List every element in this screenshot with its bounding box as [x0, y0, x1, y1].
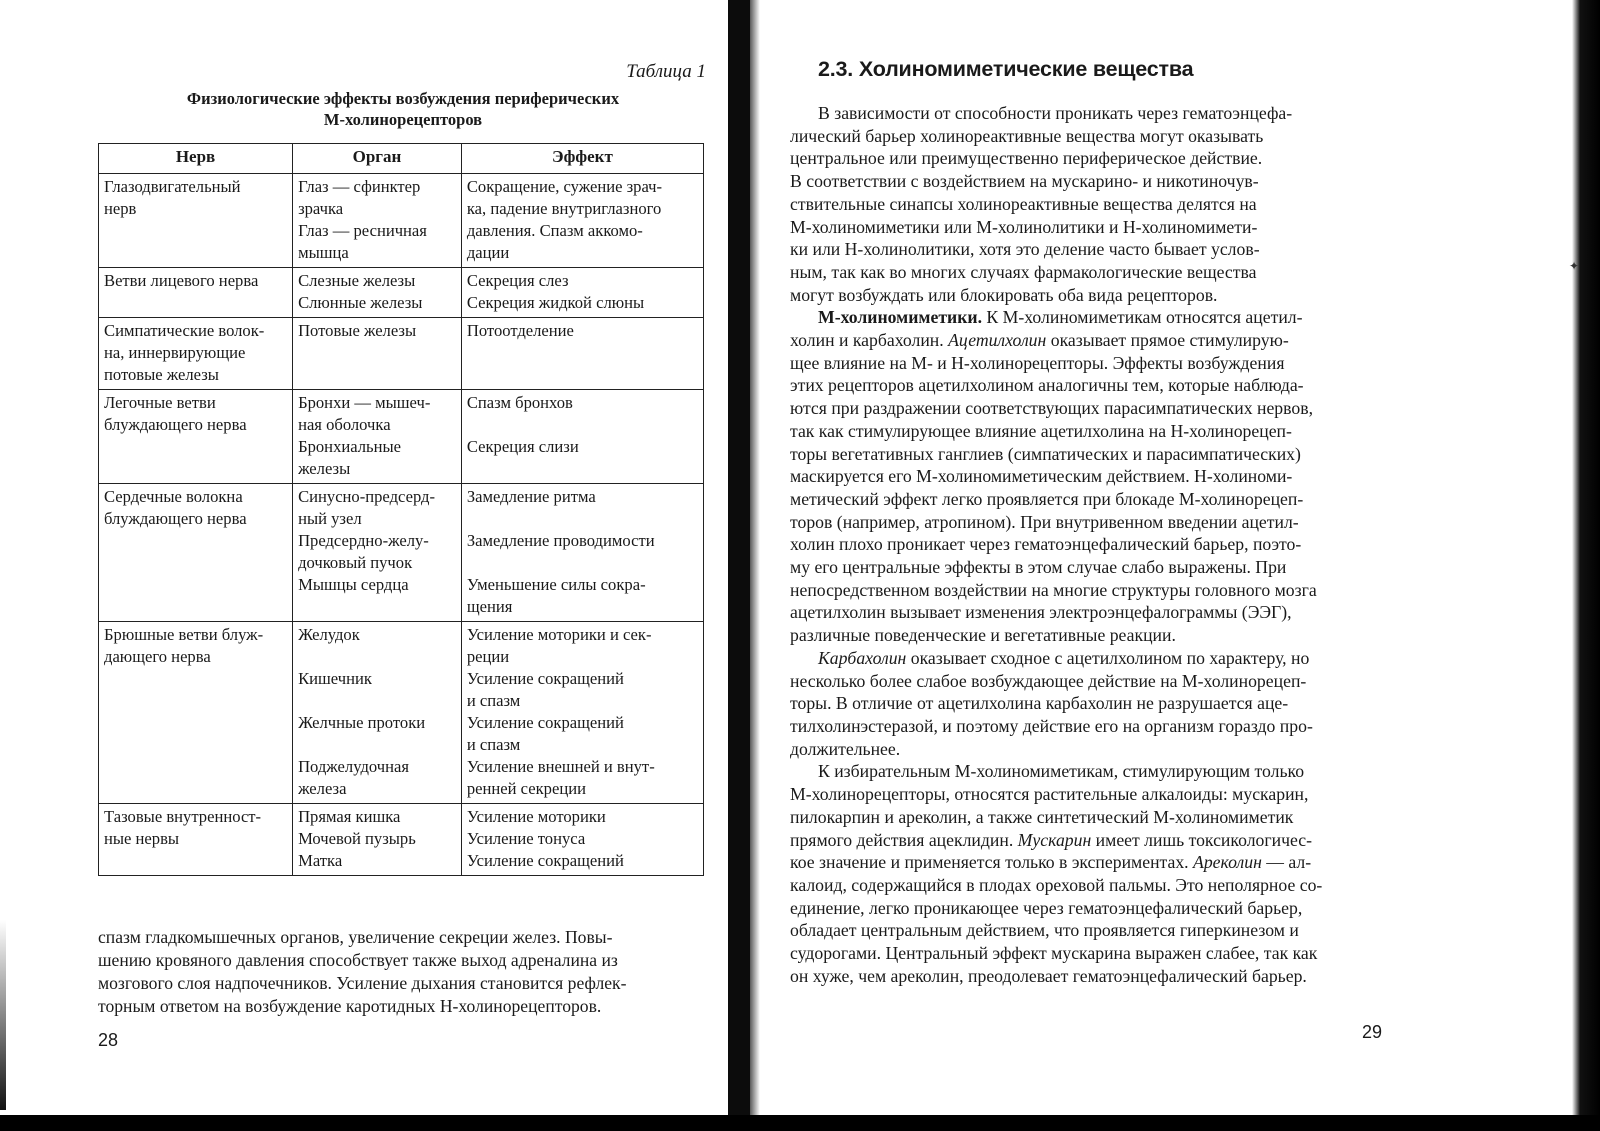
cell-line: [298, 646, 457, 668]
cell-effect: [461, 390, 703, 484]
cell-line: Секреция слез: [466, 271, 569, 290]
text-run: К М-холиномиметикам относятся ацетил-: [982, 307, 1303, 328]
text-line: судорогами. Центральный эффект мускарина выражен слабее, так как: [790, 943, 1318, 964]
text-line: ствительные синапсы холинореактивные вещества делятся на: [790, 193, 1257, 214]
text-line: различные поведенческие и вегетативные реакции.: [790, 625, 1176, 646]
paragraph-4: [790, 760, 1384, 828]
cell-line: [467, 508, 699, 530]
text-line: метический эффект легко проявляется при блокаде М-холинорецеп-: [790, 488, 1304, 509]
text-line: ются при раздражении соответствующих парасимпатических нервов,: [790, 398, 1313, 419]
cell-line: и спазм: [466, 691, 521, 710]
left-page: [98, 58, 708, 876]
italic-term: Ареколин: [1193, 852, 1262, 873]
cell-organ: [293, 390, 462, 484]
cell-line: Брюшные ветви блуж-: [104, 625, 264, 644]
cell-line: Бронхиальные: [298, 437, 401, 456]
text-line: М-холиномиметики или М-холинолитики и Н-холиномимети-: [790, 216, 1258, 237]
text-line: холин плохо проникает через гематоэнцефалический барьер, поэто-: [790, 534, 1302, 555]
cell-effect: [461, 318, 703, 390]
cell-organ: [293, 622, 462, 804]
cell-line: Усиление тонуса: [466, 829, 586, 848]
cell-line: Ветви лицевого нерва: [104, 271, 259, 290]
cell-line: дающего нерва: [104, 647, 211, 666]
cell-line: [467, 552, 699, 574]
text-line: непосредственном воздействии на многие структуры головного мозга: [790, 579, 1317, 600]
cell-line: Секреция жидкой слюны: [466, 293, 645, 312]
paragraph-3: [790, 670, 1384, 761]
cell-organ: [293, 174, 462, 268]
cell-line: Тазовые внутренност-: [104, 807, 262, 826]
text-run: прямого действия ацеклидин.: [790, 829, 1018, 850]
cell-line: Сердечные волокна: [104, 487, 243, 506]
cell-line: Прямая кишка: [298, 807, 401, 826]
cell-effect: [461, 174, 703, 268]
page-number-right: 29: [1362, 1022, 1383, 1042]
table-row: [99, 484, 704, 622]
cell-line: Сокращение, сужение зрач-: [466, 177, 663, 196]
text-line: шению кровяного давления способствует также выход адреналина из: [98, 950, 618, 970]
text-line: [790, 329, 1384, 352]
text-line: М-холинорецепторы, относятся растительные алкалоиды: мускарин,: [790, 784, 1309, 805]
text-line: центральное или преимущественно периферическое действие.: [790, 148, 1263, 169]
text-line: могут возбуждать или блокировать оба вида рецепторов.: [790, 284, 1218, 305]
cell-nerve: [99, 318, 293, 390]
cell-line: [298, 734, 457, 756]
page-number-left: 28: [98, 1030, 119, 1050]
cell-line: Желудок: [298, 625, 360, 644]
text-line: торов (например, атропином). При внутривенном введении ацетил-: [790, 511, 1299, 532]
cell-line: ный узел: [298, 509, 362, 528]
text-line: так как стимулирующее влияние ацетилхолина на Н-холинорецеп-: [790, 420, 1292, 441]
cell-line: Потовые железы: [298, 321, 417, 340]
table-row: [99, 390, 704, 484]
header-nerve: Нерв: [99, 144, 293, 174]
cell-line: Спазм бронхов: [466, 393, 573, 412]
cell-organ: [293, 804, 462, 876]
text-line: обладает центральным действием, что проявляется гиперкинезом и: [790, 920, 1299, 941]
left-page-continuation-text: [98, 926, 710, 1018]
cell-line: Потоотделение: [466, 321, 574, 340]
page-edge-right: [1536, 0, 1600, 1131]
cell-line: Усиление сокращений: [466, 713, 624, 732]
cell-line: на, иннервирующие: [104, 343, 246, 362]
text-line: торным ответом на возбуждение каротидных Н-холинорецепторов.: [98, 996, 602, 1016]
cell-line: Мочевой пузырь: [298, 829, 416, 848]
paragraph-1: [790, 102, 1384, 306]
table-title-line: М-холинорецепторов: [323, 110, 483, 129]
cell-line: Усиление сокращений: [466, 669, 624, 688]
text-run: оказывает сходное с ацетилхолином по характеру, но: [906, 647, 1310, 668]
cell-line: ка, падение внутриглазного: [466, 199, 662, 218]
text-line: мозгового слоя надпочечников. Усиление дыхания становится рефлек-: [98, 973, 627, 993]
body-text: [790, 102, 1384, 987]
table-header-row: [99, 144, 704, 174]
page-edge-left: [0, 920, 6, 1110]
table-title: [98, 88, 708, 130]
cell-line: Синусно-предсерд-: [298, 487, 436, 506]
cell-nerve: [99, 484, 293, 622]
text-line: ацетилхолин вызывает изменения электроэнцефалограммы (ЭЭГ),: [790, 602, 1292, 623]
cell-line: потовые железы: [104, 365, 219, 384]
effects-table: [98, 143, 704, 876]
paragraph-3-first-line: [790, 647, 1384, 670]
text-line: он хуже, чем ареколин, преодолевает гематоэнцефалический барьер.: [790, 965, 1307, 986]
page-edge-bottom: [0, 1115, 1600, 1131]
cell-line: Кишечник: [298, 669, 372, 688]
cell-line: [467, 414, 699, 436]
cell-line: нерв: [104, 199, 137, 218]
cell-line: давления. Спазм аккомо-: [466, 221, 643, 240]
cell-line: Предсердно-желу-: [298, 531, 429, 550]
cell-line: Глаз — ресничная: [298, 221, 427, 240]
cell-line: Бронхи — мышеч-: [298, 393, 431, 412]
header-effect: Эффект: [461, 144, 703, 174]
cell-line: Симпатические волок-: [104, 321, 265, 340]
italic-term: Ацетилхолин: [948, 330, 1047, 351]
text-line: [790, 829, 1384, 852]
paragraph-2-first-line: [790, 306, 1384, 329]
text-run: кое значение и применяется только в экспериментах.: [790, 852, 1194, 873]
text-line: В зависимости от способности проникать через гематоэнцефа-: [818, 103, 1293, 123]
scan-artifact: ✦: [1569, 259, 1580, 273]
table-label: Таблица 1: [626, 61, 706, 82]
cell-line: железа: [298, 779, 347, 798]
cell-line: Слюнные железы: [298, 293, 423, 312]
cell-nerve: [99, 268, 293, 318]
cell-line: Поджелудочная: [298, 757, 409, 776]
text-line: спазм гладкомышечных органов, увеличение секреции желез. Повы-: [98, 927, 613, 947]
cell-line: ные нервы: [104, 829, 180, 848]
cell-line: Усиление моторики: [466, 807, 606, 826]
text-line: щее влияние на М- и Н-холинорецепторы. Эффекты возбуждения: [790, 352, 1285, 373]
table-row: [99, 804, 704, 876]
paragraph-4-continued: [790, 874, 1384, 988]
text-line: [790, 851, 1384, 874]
cell-line: Глазодвигательный: [104, 177, 241, 196]
text-run: холин и карбахолин.: [790, 330, 949, 351]
cell-organ: [293, 318, 462, 390]
book-binding: [728, 0, 750, 1131]
binding-shadow: [750, 0, 760, 1131]
header-organ: Орган: [293, 144, 462, 174]
cell-line: Глаз — сфинктер: [298, 177, 421, 196]
text-line: лический барьер холинореактивные вещества могут оказывать: [790, 125, 1264, 146]
cell-organ: [293, 268, 462, 318]
cell-line: Мышцы сердца: [298, 575, 409, 594]
paragraph-2: [790, 352, 1384, 647]
table-title-line: Физиологические эффекты возбуждения периферических: [186, 89, 620, 108]
cell-effect: [461, 484, 703, 622]
text-line: маскируется его М-холиномиметическим действием. Н-холиноми-: [790, 466, 1293, 487]
cell-line: Легочные ветви: [104, 393, 216, 412]
cell-line: Секреция слизи: [466, 437, 579, 456]
cell-line: Усиление сокращений: [466, 851, 624, 870]
cell-line: блуждающего нерва: [104, 415, 247, 434]
bold-term: М-холиномиметики.: [818, 307, 982, 328]
cell-line: дочковый пучок: [298, 553, 413, 572]
text-line: тилхолинэстеразой, и поэтому действие его на организм гораздо про-: [790, 715, 1313, 736]
cell-line: Желчные протоки: [298, 713, 426, 732]
text-line: калоид, содержащийся в плодах ореховой пальмы. Это неполярное со-: [790, 874, 1323, 895]
text-run: имеет лишь токсикологичес-: [1091, 829, 1313, 850]
table-row: [99, 268, 704, 318]
text-line: торы вегетативных ганглиев (симпатических и парасимпатических): [790, 443, 1301, 464]
cell-line: ная оболочка: [298, 415, 391, 434]
text-run: — ал-: [1261, 852, 1312, 873]
cell-nerve: [99, 622, 293, 804]
cell-line: блуждающего нерва: [104, 509, 247, 528]
right-page: [790, 52, 1390, 986]
text-line: должительнее.: [790, 738, 901, 759]
text-line: пилокарпин и ареколин, а также синтетический М-холиномиметик: [790, 806, 1294, 827]
section-heading: 2.3. Холиномиметические вещества: [818, 57, 1194, 81]
cell-line: мышца: [298, 243, 349, 262]
cell-nerve: [99, 390, 293, 484]
cell-effect: [461, 804, 703, 876]
text-line: му его центральные эффекты в этом случае слабо выражены. При: [790, 557, 1287, 578]
text-line: единение, легко проникающее через гематоэнцефалический барьер,: [790, 897, 1303, 918]
italic-term: Карбахолин: [818, 647, 907, 668]
cell-line: Замедление проводимости: [466, 531, 655, 550]
cell-line: железы: [298, 459, 351, 478]
cell-line: щения: [466, 597, 513, 616]
cell-effect: [461, 268, 703, 318]
text-line: несколько более слабое возбуждающее действие на М-холинорецеп-: [790, 670, 1307, 691]
cell-line: Уменьшение силы сокра-: [466, 575, 646, 594]
text-run: оказывает прямое стимулирую-: [1046, 330, 1289, 351]
cell-line: [298, 690, 457, 712]
cell-line: Слезные железы: [298, 271, 416, 290]
text-line: К избирательным М-холиномиметикам, стимулирующим только: [818, 761, 1305, 782]
cell-nerve: [99, 804, 293, 876]
cell-line: дации: [466, 243, 510, 262]
cell-line: реции: [466, 647, 510, 666]
text-line: торы. В отличие от ацетилхолина карбахолин не разрушается аце-: [790, 693, 1289, 714]
cell-line: и спазм: [466, 735, 521, 754]
cell-line: зрачка: [298, 199, 344, 218]
cell-line: ренней секреции: [466, 779, 586, 798]
cell-organ: [293, 484, 462, 622]
cell-nerve: [99, 174, 293, 268]
text-line: В соответствии с воздействием на мускарино- и никотиночув-: [790, 171, 1259, 192]
cell-line: Усиление моторики и сек-: [466, 625, 652, 644]
table-row: [99, 174, 704, 268]
text-line: ки или Н-холинолитики, хотя это деление часто бывает услов-: [790, 239, 1260, 260]
table-row: [99, 622, 704, 804]
cell-line: Замедление ритма: [466, 487, 596, 506]
cell-line: Матка: [298, 851, 343, 870]
table-body: [99, 174, 704, 876]
italic-term: Мускарин: [1017, 829, 1092, 850]
table-row: [99, 318, 704, 390]
cell-effect: [461, 622, 703, 804]
cell-line: Усиление внешней и внут-: [466, 757, 655, 776]
text-line: ным, так как во многих случаях фармакологические вещества: [790, 261, 1257, 282]
text-line: этих рецепторов ацетилхолином аналогичны тем, которые наблюда-: [790, 375, 1304, 396]
